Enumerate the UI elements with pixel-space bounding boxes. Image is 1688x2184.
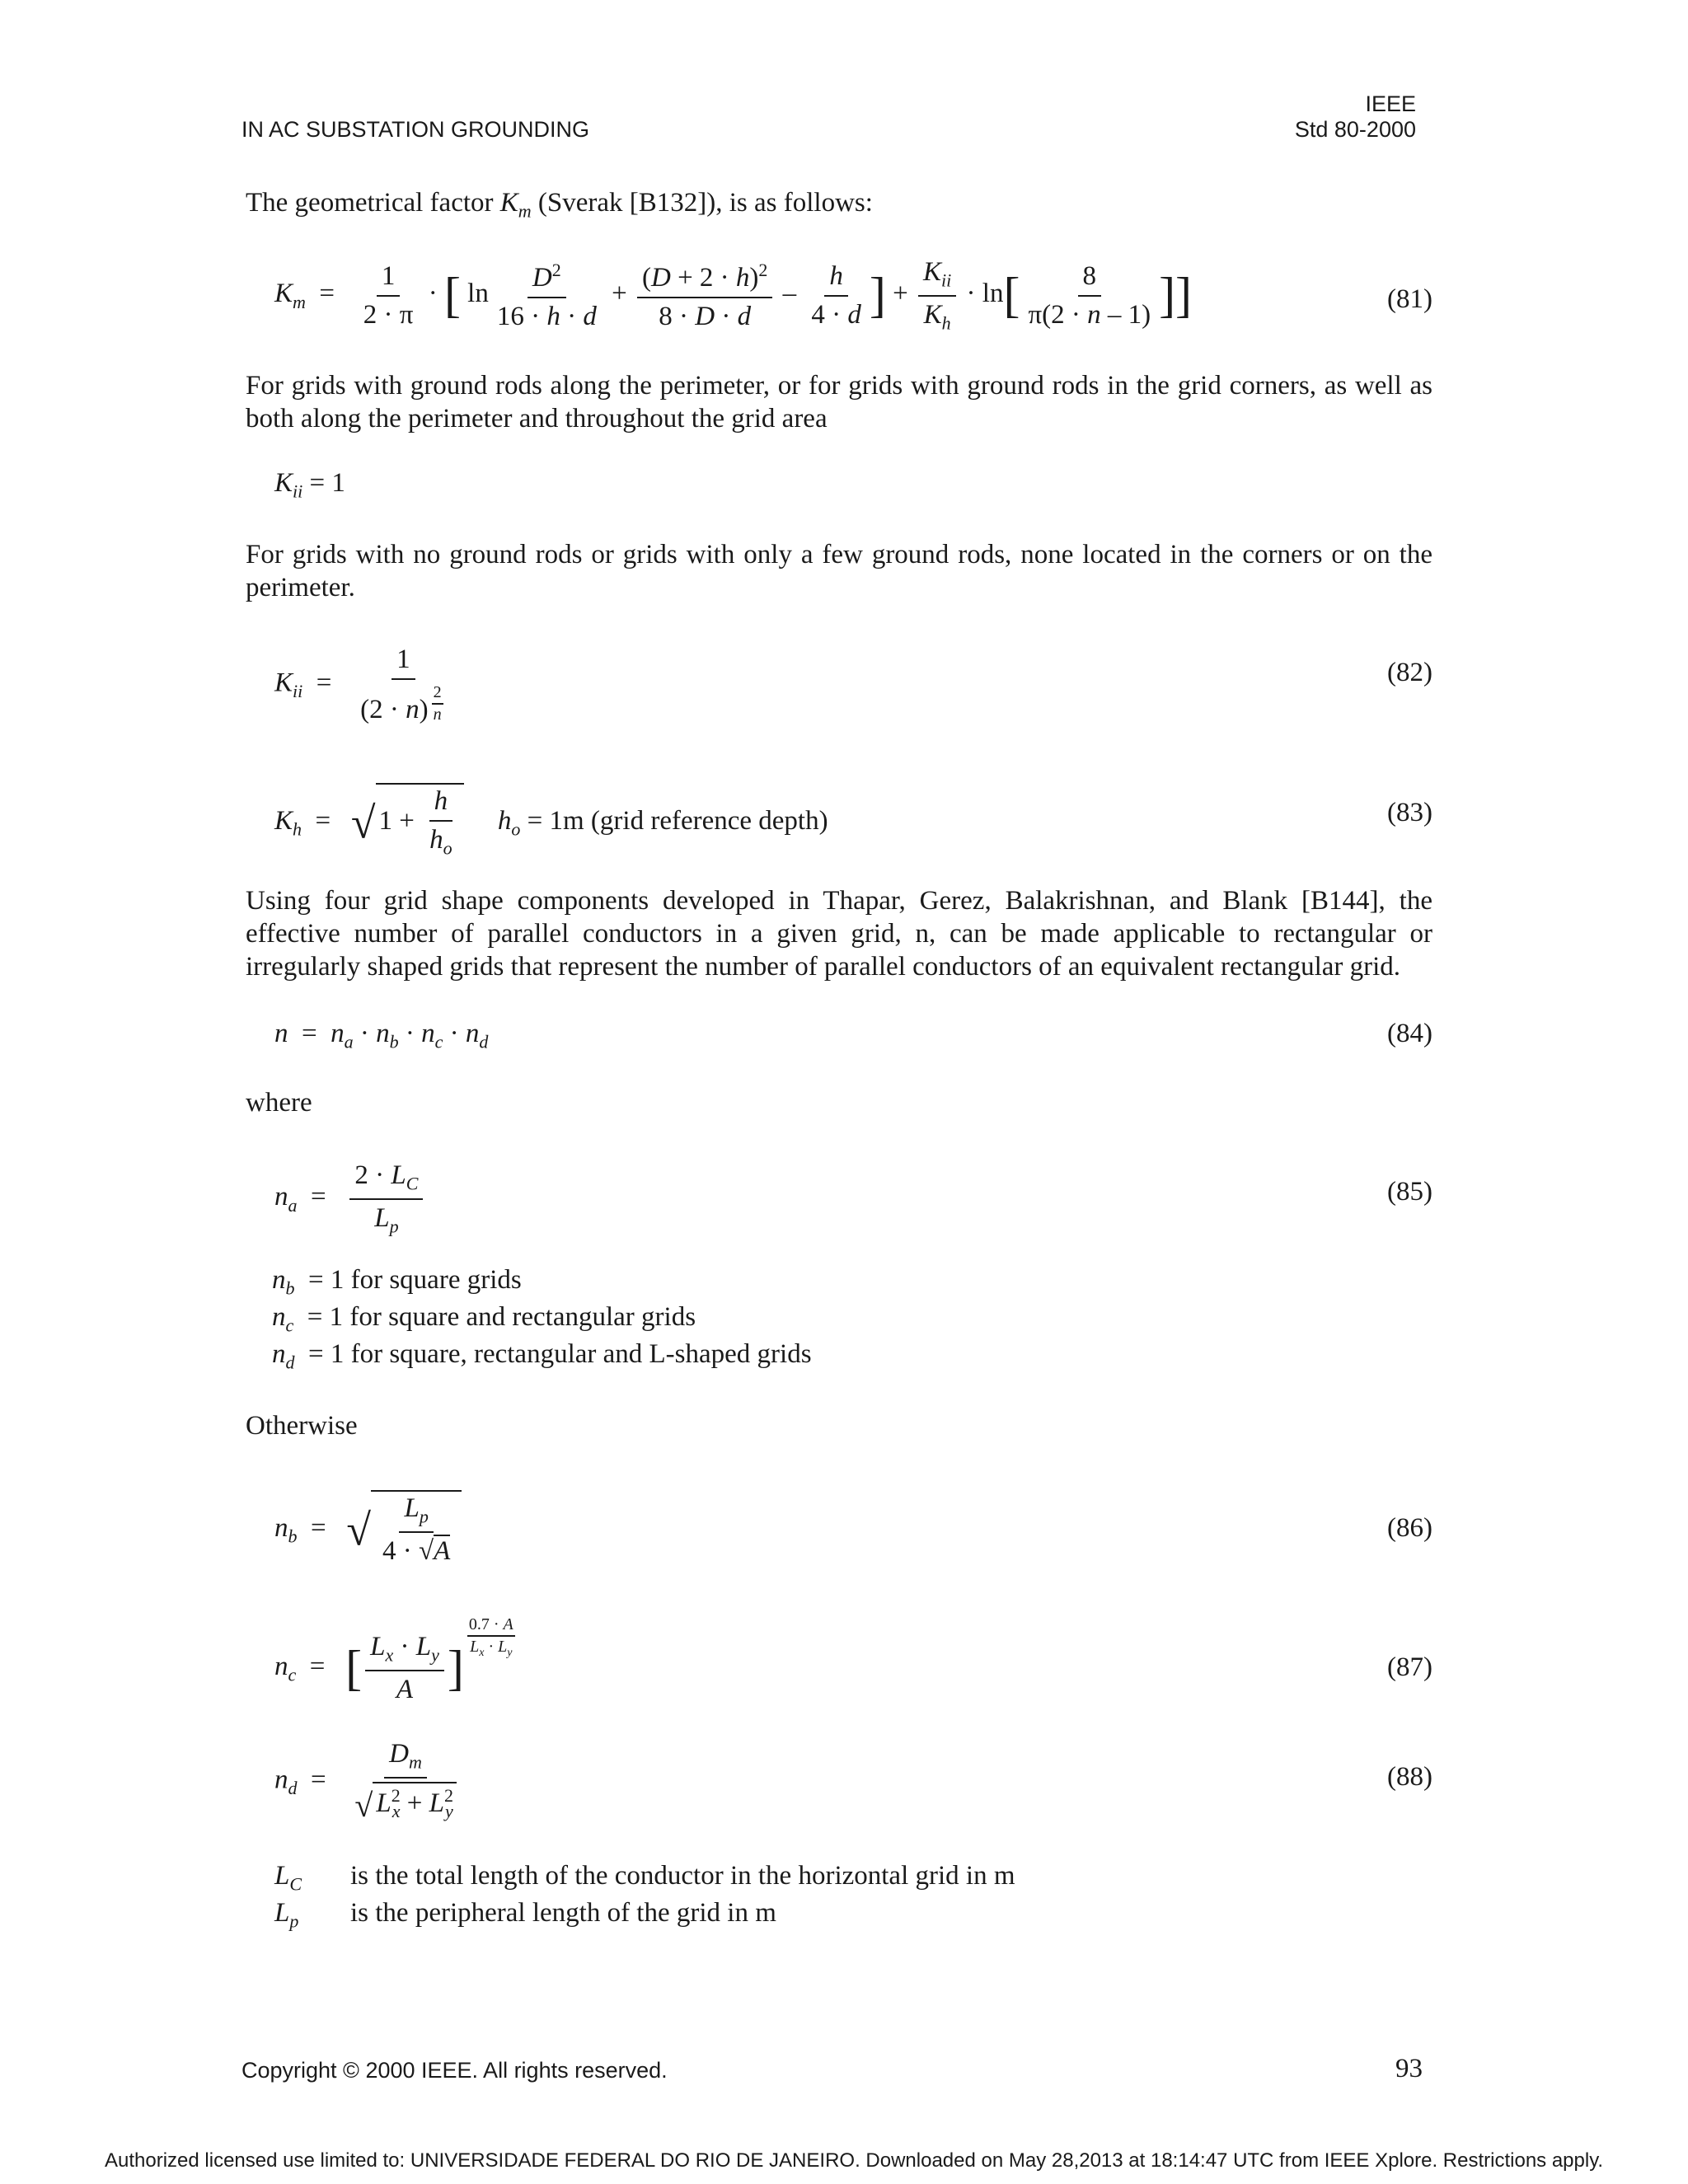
equation-82: $K_{ii}$ = 1 (2 · n) $^{\frac{2}{n}}$ <box>274 644 442 725</box>
definition-lc: $L_C$ is the total length of the conductor in the horizontal grid in m <box>274 1861 1015 1895</box>
equation-number-88: (88) <box>1387 1762 1432 1792</box>
running-header-standard <box>1295 91 1416 143</box>
equation-number-81: (81) <box>1387 284 1432 314</box>
running-header-title: IN AC SUBSTATION GROUNDING <box>241 117 590 142</box>
equation-88: $n_d$ = $\frac{D_m}{√ L^2_x + L^2_y}$ <box>274 1739 465 1825</box>
equation-87: $n_c$ = [ $\frac{L_x \cdot L_y}{A}$ ] $^{\frac{0.7 \cdot A}{L_x \cdot L_y}}$ <box>274 1615 513 1704</box>
otherwise-label: Otherwise <box>246 1411 358 1441</box>
condition-nc: $n_c = 1$ for square and rectangular grids <box>272 1302 696 1336</box>
paragraph-grid-shape: Using four grid shape components developed in Thapar, Gerez, Balakrishnan, and Blank [B144], the effective number of parallel conductors in a given grid, n, can be made applicable to rectangular or irregularly shaped grids that represent the number of parallel conductors of an equivalent rectangular grid. <box>246 886 1432 982</box>
header-ieee: IEEE <box>1365 91 1416 116</box>
equation-84: $n = n_a \cdot n_b \cdot n_c \cdot n_d$ <box>274 1019 489 1052</box>
equation-85: $n_a$ = $\frac{2 \cdot L_C}{L_p}$ <box>274 1160 426 1237</box>
equation-number-87: (87) <box>1387 1652 1432 1682</box>
license-notice: Authorized licensed use limited to: UNIVERSIDADE FEDERAL DO RIO DE JANEIRO. Downloaded on May 28,2013 at 18:14:47 UTC from IEEE Xplore. Restrictions apply. <box>105 2149 1604 2172</box>
equation-number-82: (82) <box>1387 658 1432 687</box>
equation-83: $K_h$ = √ 1 + $\frac{h}{h_o}$ $h_o = 1m$ (grid reference depth) <box>274 783 828 860</box>
definition-lp: $L_p$ is the peripheral length of the grid in m <box>274 1898 776 1932</box>
header-std: Std 80-2000 <box>1294 117 1416 142</box>
paragraph-rods-perimeter: For grids with ground rods along the perimeter, or for grids with ground rods in the grid corners, as well as both along the perimeter and throughout the grid area <box>246 371 1432 434</box>
condition-nd: $n_d = 1$ for square, rectangular and L-shaped grids <box>272 1339 812 1373</box>
condition-nb: $n_b = 1$ for square grids <box>272 1265 522 1299</box>
equation-number-84: (84) <box>1387 1019 1432 1048</box>
where-label: where <box>246 1088 312 1118</box>
paragraph-no-rods: For grids with no ground rods or grids with only a few ground rods, none located in the corners or on the perimeter. <box>246 540 1432 602</box>
equation-number-85: (85) <box>1387 1177 1432 1207</box>
footer-copyright: Copyright © 2000 IEEE. All rights reserved. <box>241 2058 668 2083</box>
equation-86: $n_b$ = √ $\frac{L_p}{4 \cdot √A}$ <box>274 1490 462 1567</box>
equation-number-83: (83) <box>1387 798 1432 827</box>
equation-number-86: (86) <box>1387 1513 1432 1543</box>
equation-81: $K_m$ = $\frac{1}{2 \cdot \pi}$ · [ ln $\frac{D^2}{16 \cdot h \cdot d}$ + $\frac{(D + 2 \cdot h)^2}{8 \cdot D \cdot d}$ – $\frac{h}{4 \cdot d}$ ] + $\frac{K_{ii}}{K_h}$ · ln[ $\frac{8}{\pi(2 \cdot n - 1)}$ ]] <box>274 257 1193 334</box>
kii-equals-one: $K_{ii} = 1$ <box>274 468 345 502</box>
intro-sentence: The geometrical factor $K_m$ (Sverak [B132]), is as follows: <box>246 188 873 222</box>
page-number: 93 <box>1395 2054 1423 2083</box>
